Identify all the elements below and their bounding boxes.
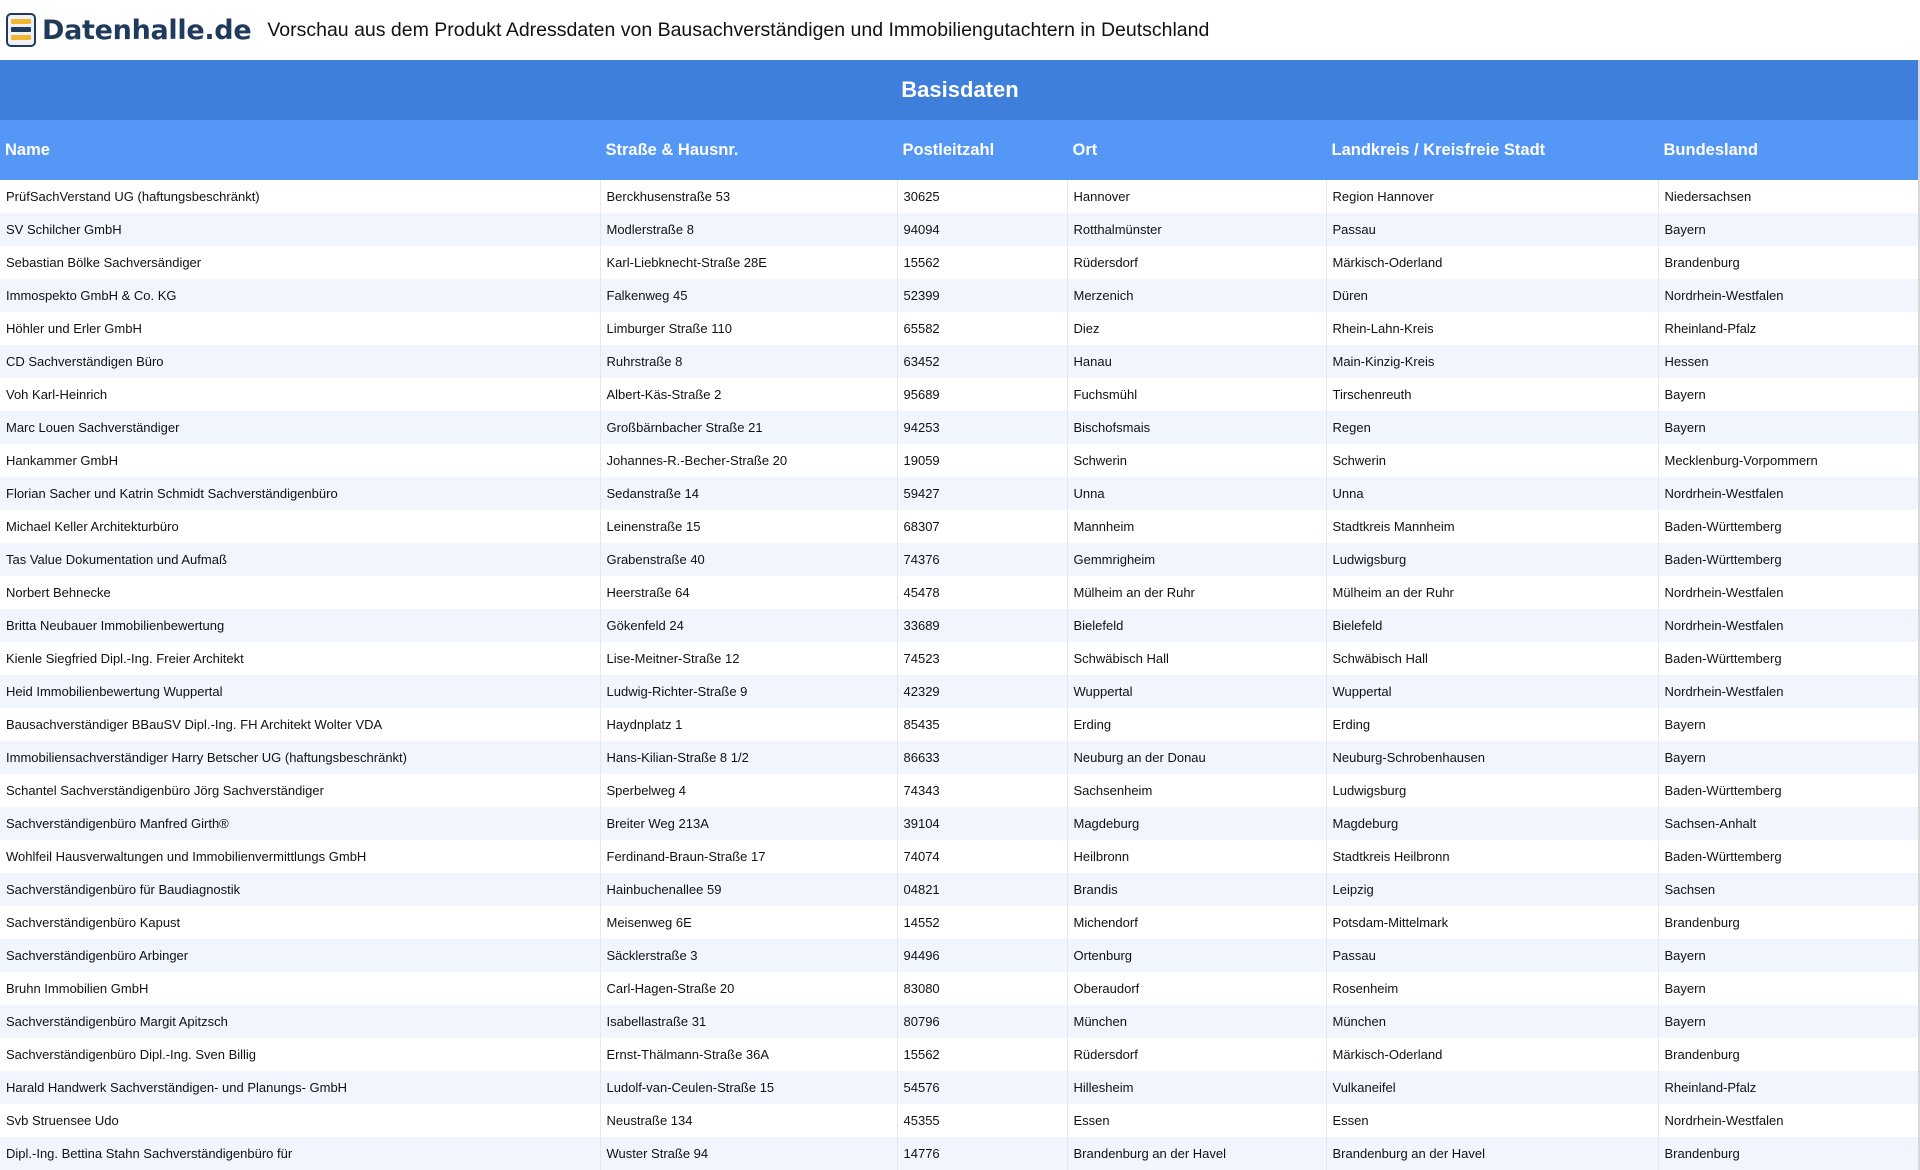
table-row (0, 1104, 1918, 1137)
cell-district: Bielefeld (1326, 609, 1658, 642)
cell-district: Märkisch-Oderland (1326, 246, 1658, 279)
cell-name: SV Schilcher GmbH (0, 213, 600, 246)
cell-district: Mülheim an der Ruhr (1326, 576, 1658, 609)
table-row (0, 873, 1918, 906)
cell-postal-code: 45478 (897, 576, 1067, 609)
cell-district: Schwerin (1326, 444, 1658, 477)
cell-city: Brandenburg an der Havel (1067, 1137, 1326, 1170)
cell-district: Brandenburg an der Havel (1326, 1137, 1658, 1170)
table-row (0, 939, 1918, 972)
cell-name: Höhler und Erler GmbH (0, 312, 600, 345)
cell-city: Essen (1067, 1104, 1326, 1137)
cell-name: Hankammer GmbH (0, 444, 600, 477)
table-row (0, 213, 1918, 246)
cell-state: Bayern (1658, 1005, 1918, 1038)
cell-street: Ludwig-Richter-Straße 9 (600, 675, 897, 708)
cell-postal-code: 14776 (897, 1137, 1067, 1170)
cell-city: Neuburg an der Donau (1067, 741, 1326, 774)
cell-street: Meisenweg 6E (600, 906, 897, 939)
cell-street: Heerstraße 64 (600, 576, 897, 609)
cell-street: Ernst-Thälmann-Straße 36A (600, 1038, 897, 1071)
cell-street: Albert-Käs-Straße 2 (600, 378, 897, 411)
table-row (0, 279, 1918, 312)
cell-city: Rüdersdorf (1067, 1038, 1326, 1071)
table-row (0, 774, 1918, 807)
cell-state: Brandenburg (1658, 1137, 1918, 1170)
cell-city: Diez (1067, 312, 1326, 345)
table-row (0, 741, 1918, 774)
cell-city: Magdeburg (1067, 807, 1326, 840)
table-row (0, 609, 1918, 642)
cell-city: München (1067, 1005, 1326, 1038)
cell-street: Ruhrstraße 8 (600, 345, 897, 378)
cell-district: Essen (1326, 1104, 1658, 1137)
cell-city: Hanau (1067, 345, 1326, 378)
cell-name: Michael Keller Architekturbüro (0, 510, 600, 543)
table-row (0, 477, 1918, 510)
cell-street: Lise-Meitner-Straße 12 (600, 642, 897, 675)
cell-state: Bayern (1658, 378, 1918, 411)
cell-street: Großbärnbacher Straße 21 (600, 411, 897, 444)
cell-street: Wuster Straße 94 (600, 1137, 897, 1170)
cell-state: Nordrhein-Westfalen (1658, 675, 1918, 708)
table-row (0, 642, 1918, 675)
cell-state: Nordrhein-Westfalen (1658, 279, 1918, 312)
page-title: Vorschau aus dem Produkt Adressdaten von Bausachverständigen und Immobiliengutachtern in Deutschland (267, 18, 1210, 41)
table-row (0, 312, 1918, 345)
column-header-postal-code[interactable]: Postleitzahl (897, 120, 1067, 180)
cell-city: Mülheim an der Ruhr (1067, 576, 1326, 609)
cell-name: Sachverständigenbüro Dipl.-Ing. Sven Billig (0, 1038, 600, 1071)
cell-district: Ludwigsburg (1326, 543, 1658, 576)
cell-postal-code: 94496 (897, 939, 1067, 972)
table-row (0, 444, 1918, 477)
cell-postal-code: 14552 (897, 906, 1067, 939)
cell-postal-code: 19059 (897, 444, 1067, 477)
table-row (0, 807, 1918, 840)
table-row (0, 906, 1918, 939)
cell-district: Ludwigsburg (1326, 774, 1658, 807)
cell-district: Tirschenreuth (1326, 378, 1658, 411)
table-header-row (0, 120, 1918, 180)
cell-district: Düren (1326, 279, 1658, 312)
cell-district: Rosenheim (1326, 972, 1658, 1005)
cell-postal-code: 83080 (897, 972, 1067, 1005)
cell-postal-code: 65582 (897, 312, 1067, 345)
column-header-city[interactable]: Ort (1067, 120, 1326, 180)
cell-state: Baden-Württemberg (1658, 543, 1918, 576)
cell-district: Rhein-Lahn-Kreis (1326, 312, 1658, 345)
cell-name: Immobiliensachverständiger Harry Betscher UG (haftungsbeschränkt) (0, 741, 600, 774)
cell-district: Stadtkreis Heilbronn (1326, 840, 1658, 873)
cell-city: Merzenich (1067, 279, 1326, 312)
table-row (0, 246, 1918, 279)
cell-name: Tas Value Dokumentation und Aufmaß (0, 543, 600, 576)
table-row (0, 972, 1918, 1005)
table-container (0, 60, 1920, 1161)
cell-postal-code: 68307 (897, 510, 1067, 543)
cell-district: Neuburg-Schrobenhausen (1326, 741, 1658, 774)
cell-street: Säcklerstraße 3 (600, 939, 897, 972)
cell-district: Erding (1326, 708, 1658, 741)
cell-postal-code: 15562 (897, 246, 1067, 279)
site-logo[interactable] (6, 13, 251, 47)
cell-state: Bayern (1658, 741, 1918, 774)
cell-postal-code: 94253 (897, 411, 1067, 444)
cell-city: Rüdersdorf (1067, 246, 1326, 279)
cell-street: Grabenstraße 40 (600, 543, 897, 576)
column-header-street[interactable]: Straße & Hausnr. (600, 120, 897, 180)
cell-state: Baden-Württemberg (1658, 510, 1918, 543)
cell-state: Baden-Württemberg (1658, 774, 1918, 807)
cell-district: Vulkaneifel (1326, 1071, 1658, 1104)
cell-postal-code: 74343 (897, 774, 1067, 807)
cell-district: München (1326, 1005, 1658, 1038)
cell-street: Carl-Hagen-Straße 20 (600, 972, 897, 1005)
cell-state: Bayern (1658, 972, 1918, 1005)
table-row (0, 708, 1918, 741)
cell-district: Leipzig (1326, 873, 1658, 906)
database-icon (6, 13, 36, 47)
column-header-name[interactable]: Name (0, 120, 600, 180)
cell-state: Bayern (1658, 708, 1918, 741)
cell-city: Michendorf (1067, 906, 1326, 939)
cell-name: Svb Struensee Udo (0, 1104, 600, 1137)
cell-city: Schwerin (1067, 444, 1326, 477)
top-bar (0, 0, 1920, 60)
section-header (0, 60, 1920, 120)
cell-postal-code: 39104 (897, 807, 1067, 840)
cell-state: Bayern (1658, 939, 1918, 972)
cell-city: Gemmrigheim (1067, 543, 1326, 576)
table-row (0, 675, 1918, 708)
cell-state: Nordrhein-Westfalen (1658, 609, 1918, 642)
cell-district: Main-Kinzig-Kreis (1326, 345, 1658, 378)
cell-district: Stadtkreis Mannheim (1326, 510, 1658, 543)
cell-district: Unna (1326, 477, 1658, 510)
cell-city: Oberaudorf (1067, 972, 1326, 1005)
cell-postal-code: 04821 (897, 873, 1067, 906)
column-header-state[interactable]: Bundesland (1658, 120, 1918, 180)
table-row (0, 1005, 1918, 1038)
cell-district: Regen (1326, 411, 1658, 444)
cell-state: Baden-Württemberg (1658, 642, 1918, 675)
cell-state: Bayern (1658, 213, 1918, 246)
cell-postal-code: 33689 (897, 609, 1067, 642)
column-header-district[interactable]: Landkreis / Kreisfreie Stadt (1326, 120, 1658, 180)
cell-name: CD Sachverständigen Büro (0, 345, 600, 378)
cell-name: Wohlfeil Hausverwaltungen und Immobilienvermittlungs GmbH (0, 840, 600, 873)
cell-name: Sachverständigenbüro Arbinger (0, 939, 600, 972)
cell-postal-code: 59427 (897, 477, 1067, 510)
table-row (0, 1137, 1918, 1170)
table-row (0, 345, 1918, 378)
cell-city: Wuppertal (1067, 675, 1326, 708)
cell-state: Sachsen (1658, 873, 1918, 906)
cell-city: Schwäbisch Hall (1067, 642, 1326, 675)
logo-text: Datenhalle.de (42, 14, 252, 46)
cell-name: PrüfSachVerstand UG (haftungsbeschränkt) (0, 180, 600, 213)
cell-street: Karl-Liebknecht-Straße 28E (600, 246, 897, 279)
table-row (0, 576, 1918, 609)
cell-postal-code: 85435 (897, 708, 1067, 741)
cell-street: Gökenfeld 24 (600, 609, 897, 642)
cell-state: Nordrhein-Westfalen (1658, 576, 1918, 609)
cell-street: Sedanstraße 14 (600, 477, 897, 510)
table-body (0, 180, 1918, 1170)
address-table (0, 120, 1919, 1170)
cell-name: Heid Immobilienbewertung Wuppertal (0, 675, 600, 708)
cell-street: Johannes-R.-Becher-Straße 20 (600, 444, 897, 477)
cell-name: Dipl.-Ing. Bettina Stahn Sachverständigenbüro für (0, 1137, 600, 1170)
cell-name: Sachverständigenbüro Margit Apitzsch (0, 1005, 600, 1038)
section-title: Basisdaten (901, 77, 1019, 102)
cell-street: Isabellastraße 31 (600, 1005, 897, 1038)
cell-postal-code: 54576 (897, 1071, 1067, 1104)
cell-district: Magdeburg (1326, 807, 1658, 840)
cell-state: Rheinland-Pfalz (1658, 1071, 1918, 1104)
cell-postal-code: 94094 (897, 213, 1067, 246)
cell-district: Märkisch-Oderland (1326, 1038, 1658, 1071)
cell-street: Ferdinand-Braun-Straße 17 (600, 840, 897, 873)
cell-state: Brandenburg (1658, 1038, 1918, 1071)
cell-city: Fuchsmühl (1067, 378, 1326, 411)
cell-state: Hessen (1658, 345, 1918, 378)
cell-name: Immospekto GmbH & Co. KG (0, 279, 600, 312)
cell-state: Mecklenburg-Vorpommern (1658, 444, 1918, 477)
cell-street: Falkenweg 45 (600, 279, 897, 312)
cell-postal-code: 63452 (897, 345, 1067, 378)
cell-name: Marc Louen Sachverständiger (0, 411, 600, 444)
cell-postal-code: 52399 (897, 279, 1067, 312)
cell-state: Sachsen-Anhalt (1658, 807, 1918, 840)
cell-name: Britta Neubauer Immobilienbewertung (0, 609, 600, 642)
cell-street: Hans-Kilian-Straße 8 1/2 (600, 741, 897, 774)
cell-city: Bischofsmais (1067, 411, 1326, 444)
cell-postal-code: 30625 (897, 180, 1067, 213)
table-row (0, 510, 1918, 543)
cell-postal-code: 42329 (897, 675, 1067, 708)
cell-city: Heilbronn (1067, 840, 1326, 873)
cell-district: Passau (1326, 213, 1658, 246)
cell-name: Harald Handwerk Sachverständigen- und Planungs- GmbH (0, 1071, 600, 1104)
cell-postal-code: 45355 (897, 1104, 1067, 1137)
cell-city: Brandis (1067, 873, 1326, 906)
cell-street: Limburger Straße 110 (600, 312, 897, 345)
cell-city: Sachsenheim (1067, 774, 1326, 807)
cell-name: Sachverständigenbüro Kapust (0, 906, 600, 939)
cell-postal-code: 15562 (897, 1038, 1067, 1071)
cell-state: Brandenburg (1658, 906, 1918, 939)
cell-district: Region Hannover (1326, 180, 1658, 213)
cell-name: Sebastian Bölke Sachversändiger (0, 246, 600, 279)
cell-state: Nordrhein-Westfalen (1658, 477, 1918, 510)
cell-street: Berckhusenstraße 53 (600, 180, 897, 213)
cell-postal-code: 80796 (897, 1005, 1067, 1038)
cell-postal-code: 95689 (897, 378, 1067, 411)
cell-postal-code: 74376 (897, 543, 1067, 576)
cell-district: Schwäbisch Hall (1326, 642, 1658, 675)
cell-city: Unna (1067, 477, 1326, 510)
cell-city: Mannheim (1067, 510, 1326, 543)
cell-street: Breiter Weg 213A (600, 807, 897, 840)
cell-name: Bausachverständiger BBauSV Dipl.-Ing. FH Architekt Wolter VDA (0, 708, 600, 741)
cell-city: Erding (1067, 708, 1326, 741)
table-row (0, 1038, 1918, 1071)
cell-city: Rotthalmünster (1067, 213, 1326, 246)
cell-district: Potsdam-Mittelmark (1326, 906, 1658, 939)
cell-state: Nordrhein-Westfalen (1658, 1104, 1918, 1137)
cell-street: Ludolf-van-Ceulen-Straße 15 (600, 1071, 897, 1104)
table-row (0, 411, 1918, 444)
cell-name: Kienle Siegfried Dipl.-Ing. Freier Architekt (0, 642, 600, 675)
cell-state: Brandenburg (1658, 246, 1918, 279)
cell-postal-code: 74523 (897, 642, 1067, 675)
cell-name: Sachverständigenbüro für Baudiagnostik (0, 873, 600, 906)
cell-name: Florian Sacher und Katrin Schmidt Sachverständigenbüro (0, 477, 600, 510)
cell-postal-code: 86633 (897, 741, 1067, 774)
cell-street: Leinenstraße 15 (600, 510, 897, 543)
cell-name: Bruhn Immobilien GmbH (0, 972, 600, 1005)
cell-street: Hainbuchenallee 59 (600, 873, 897, 906)
cell-street: Modlerstraße 8 (600, 213, 897, 246)
cell-city: Hannover (1067, 180, 1326, 213)
cell-street: Haydnplatz 1 (600, 708, 897, 741)
table-row (0, 543, 1918, 576)
cell-district: Wuppertal (1326, 675, 1658, 708)
cell-name: Sachverständigenbüro Manfred Girth® (0, 807, 600, 840)
cell-state: Bayern (1658, 411, 1918, 444)
cell-district: Passau (1326, 939, 1658, 972)
table-row (0, 378, 1918, 411)
cell-state: Rheinland-Pfalz (1658, 312, 1918, 345)
cell-city: Hillesheim (1067, 1071, 1326, 1104)
table-row (0, 840, 1918, 873)
cell-city: Bielefeld (1067, 609, 1326, 642)
table-row (0, 1071, 1918, 1104)
cell-state: Baden-Württemberg (1658, 840, 1918, 873)
cell-street: Neustraße 134 (600, 1104, 897, 1137)
cell-street: Sperbelweg 4 (600, 774, 897, 807)
cell-name: Norbert Behnecke (0, 576, 600, 609)
cell-name: Schantel Sachverständigenbüro Jörg Sachverständiger (0, 774, 600, 807)
cell-city: Ortenburg (1067, 939, 1326, 972)
table-row (0, 180, 1918, 213)
cell-state: Niedersachsen (1658, 180, 1918, 213)
cell-name: Voh Karl-Heinrich (0, 378, 600, 411)
cell-postal-code: 74074 (897, 840, 1067, 873)
